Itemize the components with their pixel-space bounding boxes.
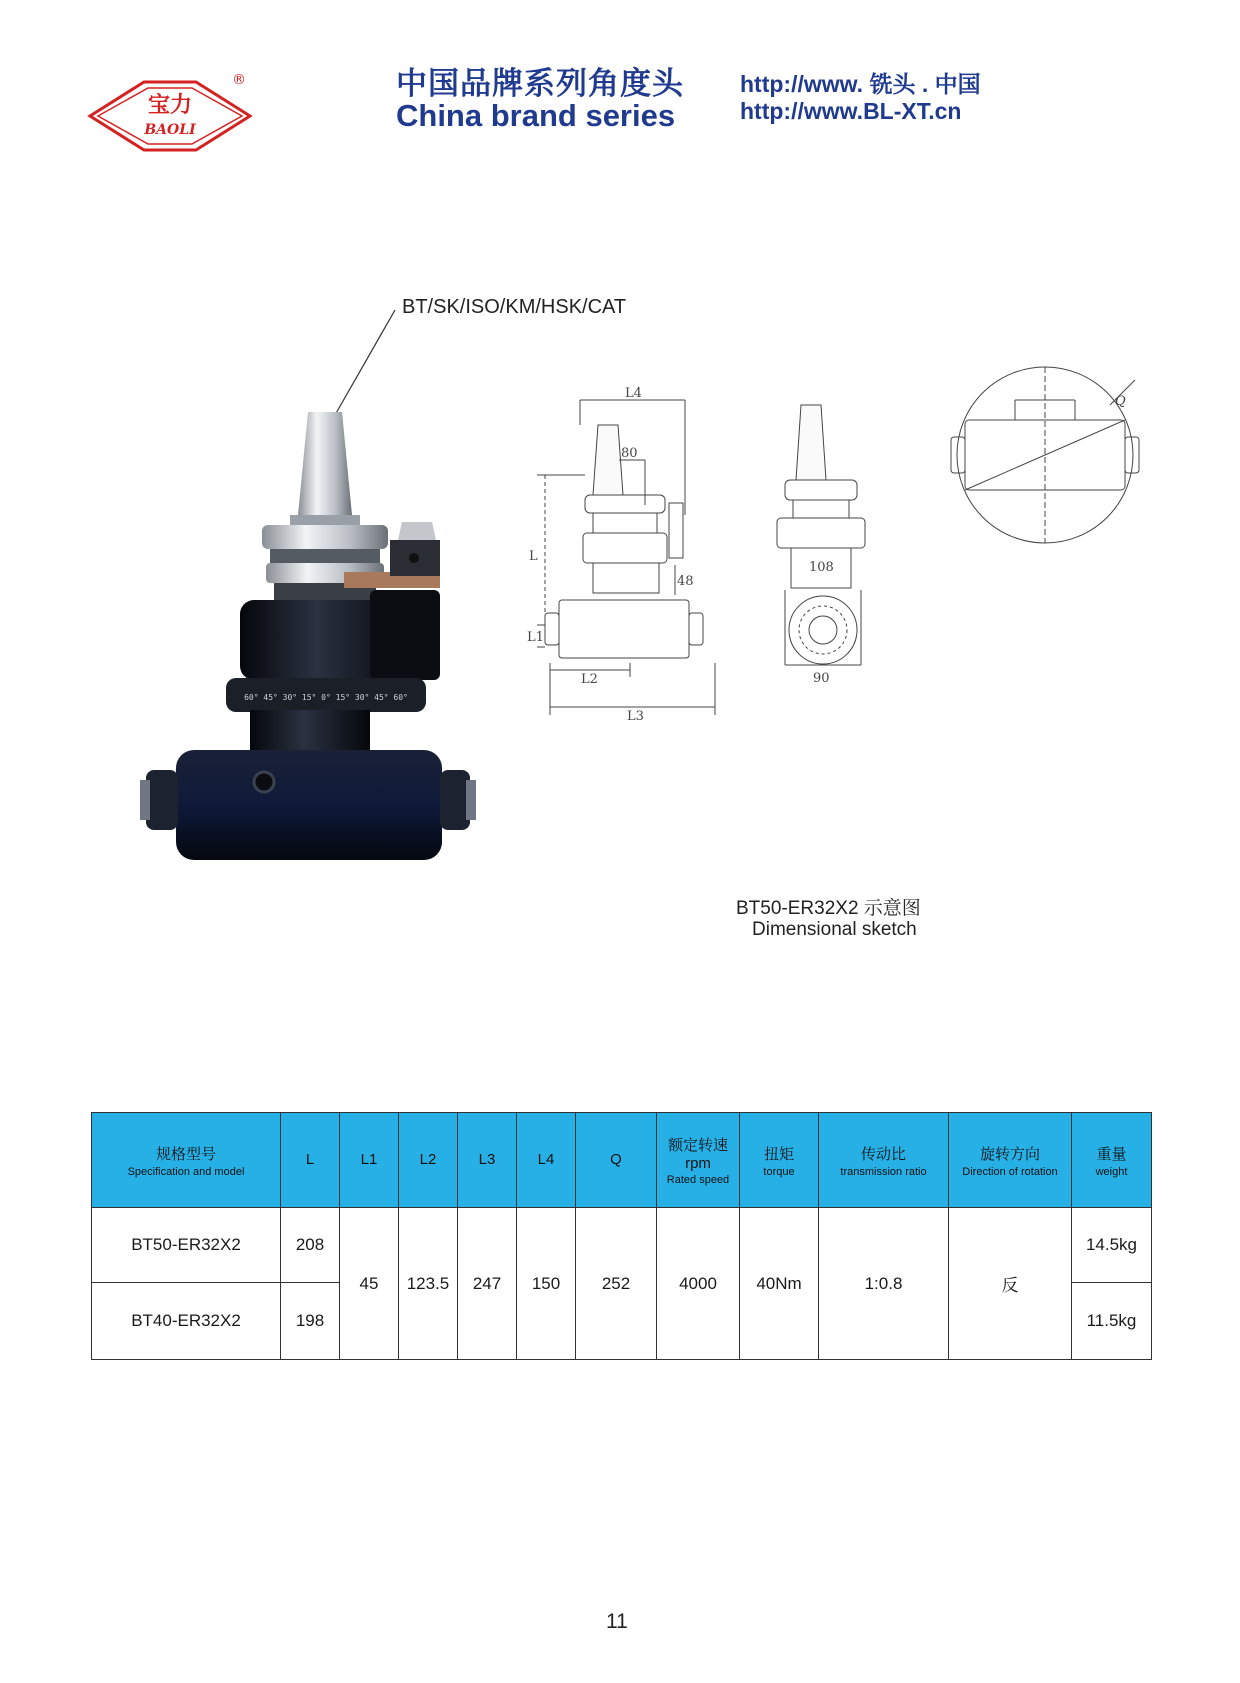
cell-l: 198 [281,1283,340,1360]
svg-text:80: 80 [621,446,638,461]
svg-text:BAOLI: BAOLI [144,122,196,138]
cell-l2: 123.5 [399,1208,458,1360]
cell-l: 208 [281,1208,340,1283]
url-en[interactable]: http://www.BL-XT.cn [740,98,962,124]
table-row [92,1208,1152,1283]
header-ratio: 传动比 transmission ratio [819,1113,949,1208]
header-weight: 重量 weight [1072,1113,1152,1208]
header-l4: L4 [517,1113,576,1208]
svg-text:L1: L1 [527,630,544,645]
cell-l3: 247 [458,1208,517,1360]
cell-speed: 4000 [657,1208,740,1360]
cell-model: BT40-ER32X2 [92,1283,281,1360]
header-torque: 扭矩 torque [740,1113,819,1208]
cell-torque: 40Nm [740,1208,819,1360]
sketch-caption-en: Dimensional sketch [752,919,917,940]
header-l: L [281,1113,340,1208]
header-model: 规格型号 Specification and model [92,1113,281,1208]
header-direction: 旋转方向 Direction of rotation [949,1113,1072,1208]
cell-weight: 14.5kg [1072,1208,1152,1283]
svg-text:L4: L4 [625,386,642,401]
dimensional-sketch [527,385,1145,765]
cell-model: BT50-ER32X2 [92,1208,281,1283]
svg-text:108: 108 [809,560,834,575]
sketch-caption-cn: BT50-ER32X2 示意图 [736,898,921,919]
header-q: Q [576,1113,657,1208]
svg-text:L3: L3 [627,709,644,724]
title-cn: 中国品牌系列角度头 [396,66,684,101]
svg-text:90: 90 [813,671,830,686]
baoli-logo [86,66,254,166]
title-en: China brand series [396,98,676,133]
svg-text:60° 45° 30° 15° 0° 15° 30° 45°: 60° 45° 30° 15° 0° 15° 30° 45° 60° [244,693,408,702]
spec-table [91,1112,1152,1360]
header-l3: L3 [458,1113,517,1208]
svg-text:L: L [529,549,538,564]
header-l2: L2 [399,1113,458,1208]
cell-weight: 11.5kg [1072,1283,1152,1360]
header-speed: 额定转速 rpm Rated speed [657,1113,740,1208]
product-photo-angle-head [140,300,520,870]
shank-type-label: BT/SK/ISO/KM/HSK/CAT [402,296,627,318]
svg-text:Q: Q [1115,394,1126,409]
cell-ratio: 1:0.8 [819,1208,949,1360]
url-cn[interactable]: http://www. 铣头 . 中国 [740,71,981,97]
cell-q: 252 [576,1208,657,1360]
cell-l4: 150 [517,1208,576,1360]
header-l1: L1 [340,1113,399,1208]
table-header-row [92,1113,1152,1208]
svg-text:L2: L2 [581,672,598,687]
page-number: 11 [606,1610,628,1633]
svg-text:®: ® [232,72,246,88]
cell-l1: 45 [340,1208,399,1360]
cell-direction: 反 [949,1208,1072,1360]
svg-text:48: 48 [677,574,694,589]
svg-text:宝力: 宝力 [147,92,193,118]
